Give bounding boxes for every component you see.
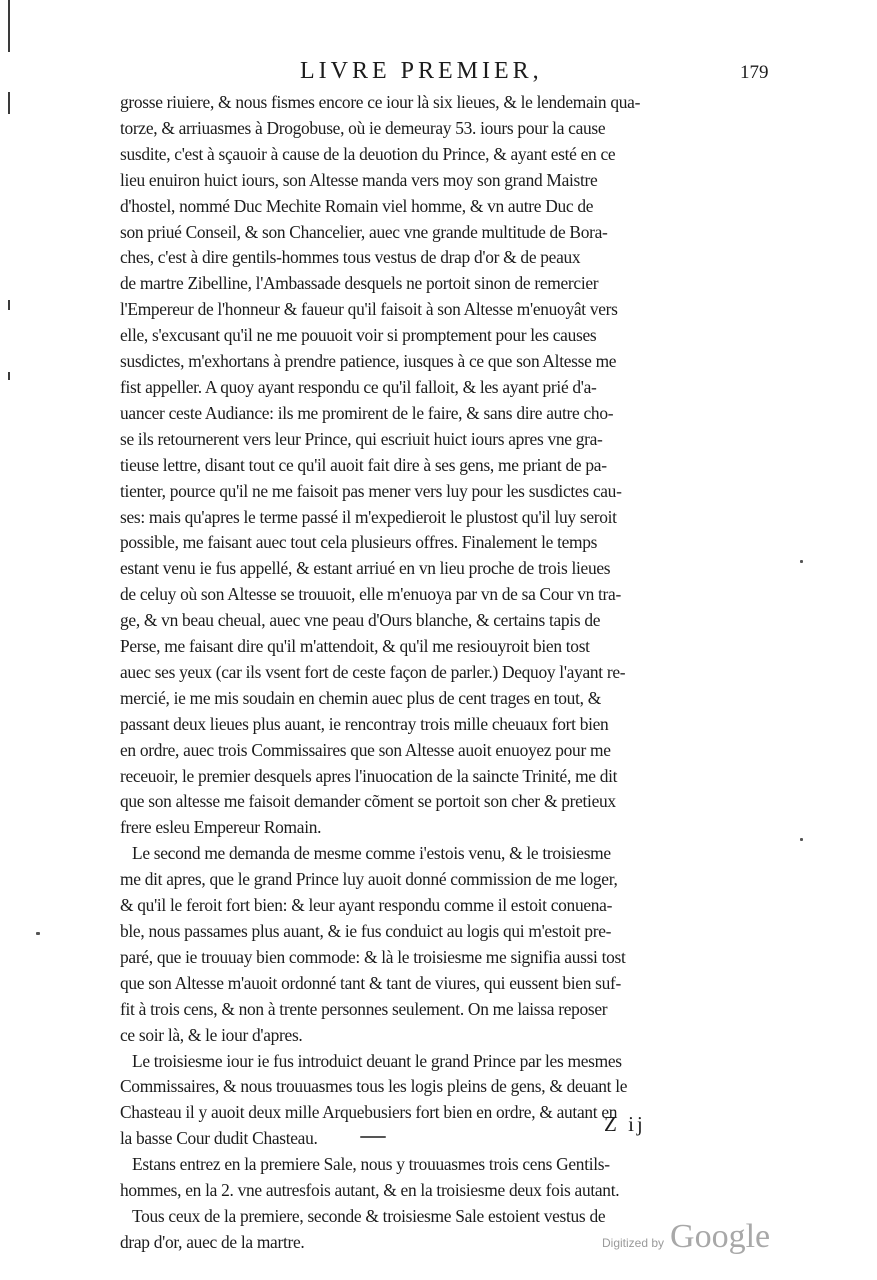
- text-line: fist appeller. A quoy ayant respondu ce qu'il falloit, & les ayant prié d'a-: [120, 376, 597, 397]
- text-line: ches, c'est à dire gentils-hommes tous vestus de drap d'or & de peaux: [120, 247, 581, 268]
- page-edge-mark: [8, 372, 10, 380]
- page-edge-mark: [8, 92, 10, 114]
- text-line: ble, nous passames plus auant, & ie fus conduict au logis qui m'estoit pre-: [120, 921, 612, 941]
- body-text: [120, 90, 760, 1256]
- text-line: lieu enuiron huict iours, son Altesse manda vers moy son grand Maistre: [120, 169, 598, 190]
- text-line: frere esleu Empereur Romain.: [120, 817, 322, 838]
- text-line: l'Empereur de l'honneur & faueur qu'il faisoit à son Altesse m'enuoyât vers: [120, 299, 618, 320]
- text-line: drap d'or, auec de la martre.: [120, 1231, 305, 1252]
- text-line: tienter, pource qu'il ne me faisoit pas mener vers luy pour les susdictes cau-: [120, 480, 622, 501]
- text-line: hommes, en la 2. vne autresfois autant, & en la troisiesme deux fois autant.: [120, 1180, 620, 1201]
- text-line: susdictes, m'exhortans à prendre patience, iusques à ce que son Altesse me: [120, 351, 617, 372]
- text-line: son priué Conseil, & son Chancelier, auec vne grande multitude de Bora-: [120, 221, 608, 242]
- ink-speck: [800, 560, 803, 563]
- text-line: en ordre, auec trois Commissaires que son Altesse auoit enuoyez pour me: [120, 739, 611, 760]
- paragraph-start-line: Le second me demanda de mesme comme i'estois venu, & le troisiesme: [132, 843, 611, 864]
- text-line: ce soir là, & le iour d'apres.: [120, 1024, 303, 1045]
- ink-speck: [800, 838, 803, 841]
- ink-speck: [36, 932, 40, 935]
- running-title: LIVRE PREMIER,: [300, 58, 543, 84]
- text-line: passant deux lieues plus auant, ie rencontray trois mille cheuaux fort bien: [120, 713, 609, 734]
- page-edge-mark: [8, 300, 10, 310]
- text-line: de celuy où son Altesse se trouuoit, elle m'enuoya par vn de sa Cour vn tra-: [120, 584, 621, 605]
- text-line: mercié, ie me mis soudain en chemin auec plus de cent trages en tout, &: [120, 687, 601, 708]
- text-line: receuoir, le premier desquels apres l'inuocation de la saincte Trinité, me dit: [120, 765, 618, 786]
- text-line: se ils retournerent vers leur Prince, qui escriuit huict iours apres vne gra-: [120, 428, 603, 449]
- text-line: que son Altesse m'auoit ordonné tant & tant de viures, qui eussent bien suf-: [120, 972, 621, 993]
- text-line: la basse Cour dudit Chasteau.: [120, 1128, 318, 1149]
- text-line: Commissaires, & nous trouuasmes tous les logis pleins de gens, & deuant le: [120, 1076, 628, 1097]
- signature-mark: Z ij: [604, 1112, 646, 1136]
- paragraph-start-line: Tous ceux de la premiere, seconde & troisiesme Sale estoient vestus de: [132, 1205, 606, 1226]
- text-line: torze, & arriuasmes à Drogobuse, où ie demeuray 53. iours pour la cause: [120, 117, 606, 138]
- paragraph-start-line: Estans entrez en la premiere Sale, nous y trouuasmes trois cens Gentils-: [132, 1154, 610, 1175]
- text-line: fit à trois cens, & non à trente personnes seulement. On me laissa reposer: [120, 998, 608, 1019]
- watermark-prefix: Digitized by: [602, 1236, 665, 1250]
- ink-speck: [360, 1136, 386, 1138]
- text-line: Chasteau il y auoit deux mille Arquebusiers fort bien en ordre, & autant en: [120, 1102, 618, 1123]
- text-line: & qu'il le feroit fort bien: & leur ayant respondu comme il estoit conuena-: [120, 895, 613, 916]
- text-line: grosse riuiere, & nous fismes encore ce iour là six lieues, & le lendemain qua-: [120, 92, 641, 112]
- text-line: ses: mais qu'apres le terme passé il m'expedieroit le plustost qu'il luy seroit: [120, 506, 617, 527]
- text-line: estant venu ie fus appellé, & estant arriué en vn lieu proche de trois lieues: [120, 558, 611, 579]
- text-line: Perse, me faisant dire qu'il m'attendoit, & qu'il me resiouyroit bien tost: [120, 636, 590, 657]
- text-line: me dit apres, que le grand Prince luy auoit donné commission de me loger,: [120, 869, 618, 890]
- text-line: de martre Zibelline, l'Ambassade desquels ne portoit sinon de remercier: [120, 273, 599, 294]
- text-line: susdite, c'est à sçauoir à cause de la deuotion du Prince, & ayant esté en ce: [120, 143, 616, 164]
- google-logo: Google: [670, 1218, 771, 1255]
- page-number: 179: [740, 62, 769, 83]
- page-edge-mark: [8, 0, 10, 52]
- paragraph-start-line: Le troisiesme iour ie fus introduict deuant le grand Prince par les mesmes: [132, 1050, 622, 1071]
- text-line: d'hostel, nommé Duc Mechite Romain viel homme, & vn autre Duc de: [120, 195, 594, 216]
- text-line: uancer ceste Audiance: ils me promirent de le faire, & sans dire autre cho-: [120, 402, 614, 423]
- text-line: tieuse lettre, disant tout ce qu'il auoit fait dire à ses gens, me priant de pa-: [120, 454, 607, 475]
- digitization-watermark: [602, 1218, 770, 1256]
- text-line: paré, que ie trouuay bien commode: & là le troisiesme me signifia aussi tost: [120, 946, 626, 967]
- text-line: que son altesse me faisoit demander cõment se portoit son cher & pretieux: [120, 791, 616, 812]
- text-line: elle, s'excusant qu'il ne me pouuoit voir si promptement pour les causes: [120, 325, 597, 346]
- text-line: possible, me faisant auec tout cela plusieurs offres. Finalement le temps: [120, 532, 598, 553]
- text-line: auec ses yeux (car ils vsent fort de ceste façon de parler.) Dequoy l'ayant re-: [120, 661, 626, 682]
- text-line: ge, & vn beau cheual, auec vne peau d'Ours blanche, & certains tapis de: [120, 610, 601, 631]
